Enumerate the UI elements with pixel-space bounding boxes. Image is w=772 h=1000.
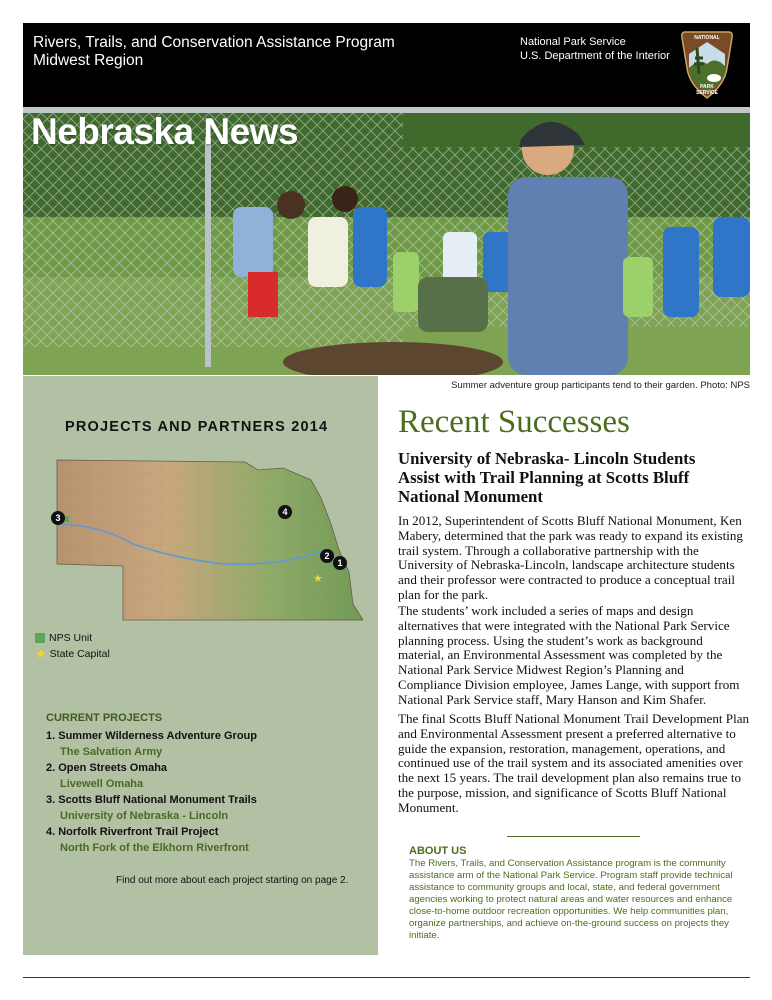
legend-state-capital-label: State Capital	[49, 648, 110, 660]
section-title: Recent Successes	[398, 404, 630, 440]
program-name: Rivers, Trails, and Conservation Assistance Program	[33, 34, 395, 51]
star-icon: ★	[35, 646, 47, 661]
current-projects-heading: CURRENT PROJECTS	[46, 712, 163, 724]
department-name: U.S. Department of the Interior	[520, 50, 670, 62]
hero-photo	[23, 107, 750, 375]
legend-state-capital	[35, 648, 110, 660]
nps-unit-swatch	[35, 633, 45, 643]
list-item	[46, 760, 366, 792]
map-marker-4: 4	[278, 505, 292, 519]
logo-text-national: NATIONAL	[694, 35, 720, 41]
list-item	[46, 792, 366, 824]
region-name: Midwest Region	[33, 52, 144, 69]
photo-caption: Summer adventure group participants tend to their garden. Photo: NPS	[451, 380, 750, 391]
legend-nps-unit	[35, 632, 92, 644]
project-partner: Livewell Omaha	[60, 778, 144, 790]
newsletter-title: Nebraska News	[31, 111, 299, 152]
nebraska-map	[53, 454, 363, 624]
projects-panel	[23, 376, 378, 955]
map-marker-2: 2	[320, 549, 334, 563]
nps-arrowhead-logo	[679, 28, 735, 100]
logo-text-park: PARK	[700, 84, 714, 90]
article-paragraph-3: The final Scotts Bluff National Monument Trail Development Plan and Environmental Assessment present a preferred alternative to guide the expansion, restoration, management, operations, and continued use of the trail system and its associated amenities over the next 15 years. The trail development plan also remains true to the purpose, mission, and significance of Scotts Bluff National Monument.	[398, 711, 750, 815]
legend-nps-unit-label: NPS Unit	[49, 632, 93, 644]
article-paragraph-2: The students’ work included a series of maps and design alternatives that were integrated with the National Park Service planning process. Using the student’s work as background material, an Environmental Assessment was completed by the National Park Service Midwest Region’s Planning and Compliance Division employee, James Lange, with support from National Park Service staff, Mary Hanson and Kim Shafer.	[398, 603, 740, 707]
article-headline: University of Nebraska- Lincoln Students Assist with Trail Planning at Scotts Bluff National Monument	[398, 449, 696, 506]
project-name: 4. Norfolk Riverfront Trail Project	[46, 826, 219, 838]
projects-heading: PROJECTS AND PARTNERS 2014	[65, 419, 329, 435]
logo-text-service: SERVICE	[696, 90, 718, 96]
about-heading: ABOUT US	[409, 845, 467, 857]
project-name: 3. Scotts Bluff National Monument Trails	[46, 794, 257, 806]
agency-name: National Park Service	[520, 36, 626, 48]
article-paragraph-1: In 2012, Superintendent of Scotts Bluff National Monument, Ken Mabery, determined that the park was ready to expand its existing trail system. Through a collaborative partnership with the University of Nebraska-Lincoln, landscape architecture students and their professor were contracted to produce a conceptual trail plan for the park.	[398, 513, 743, 602]
project-partner: The Salvation Army	[60, 746, 163, 758]
find-more-note: Find out more about each project starting on page 2.	[116, 875, 349, 886]
list-item	[46, 824, 366, 856]
project-list	[46, 728, 366, 856]
state-capital-star: ★	[313, 573, 323, 585]
list-item	[46, 728, 366, 760]
bottom-rule	[23, 977, 750, 978]
about-body: The Rivers, Trails, and Conservation Assistance program is the community assistance arm of the National Park Service. Program staff provide technical assistance to community groups and local, state, and federal government agencies working to protect natural areas and water resources and enhance close-to-home outdoor recreation opportunities. We help communities plan, organize partnerships, and achieve on-the-ground success on projects they initiate.	[409, 858, 733, 941]
page-header	[23, 23, 750, 107]
map-marker-1: 1	[333, 556, 347, 570]
project-partner: North Fork of the Elkhorn Riverfront	[60, 842, 249, 854]
map-marker-3: 3	[51, 511, 65, 525]
section-divider	[507, 836, 640, 837]
project-partner: University of Nebraska - Lincoln	[60, 810, 229, 822]
project-name: 1. Summer Wilderness Adventure Group	[46, 730, 257, 742]
project-name: 2. Open Streets Omaha	[46, 762, 168, 774]
